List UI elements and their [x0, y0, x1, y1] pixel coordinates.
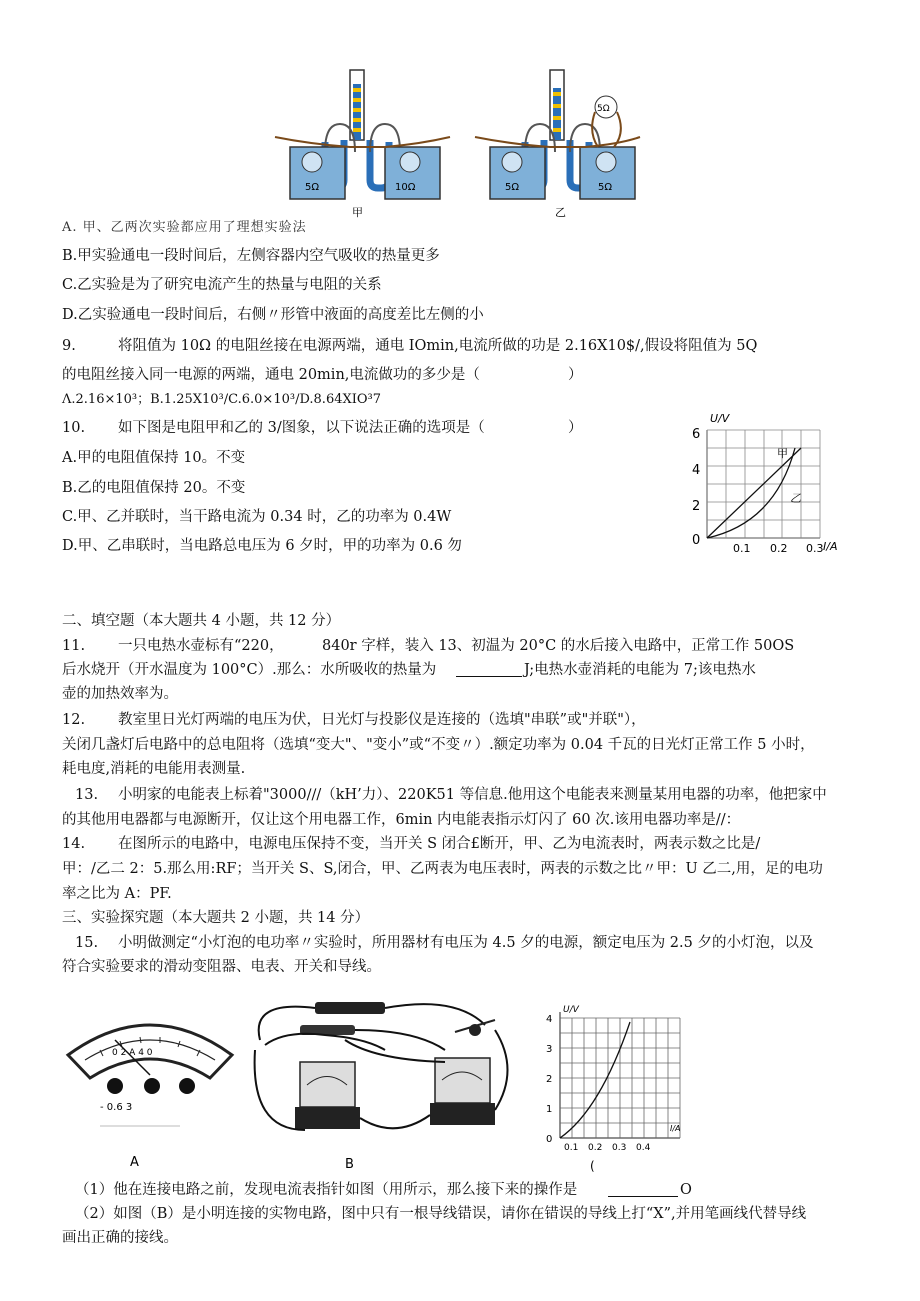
q8-option-c: C.乙实验是为了研究电流产生的热量与电阻的关系 [62, 277, 382, 293]
q11-line3: 壶的加热效率为。 [62, 686, 178, 702]
jia-left-resistor-label: 5Ω [305, 182, 320, 193]
q9-line1: 将阻值为 10Ω 的电阻丝接在电源两端，通电 IOmin,电流所做的功是 2.16X10$/,假设将阻值为 5Q [118, 338, 758, 354]
q11-answer-blank[interactable] [456, 676, 522, 677]
q11-line1a: 一只电热水壶标有“220， [118, 638, 284, 654]
uv-x-tick: 0.3 [806, 542, 824, 555]
q9-line2: 的电阻丝接入同一电源的两端，通电 20min,电流做功的多少是（ [62, 367, 480, 383]
q10-stem-paren: ） [568, 420, 583, 436]
q14-line1: 在图所示的电路中，电源电压保持不变，当开关 S 闭合£断开，甲、乙为电流表时，两表示数之比是/ [118, 836, 761, 852]
figure-c-y-tick: 0 [546, 1134, 553, 1145]
uv-graph-y-label: U/V [710, 412, 730, 425]
q15-number: 15. [75, 935, 99, 951]
q11-line2a: 后水烧开（开水温度为 100°C）.那么：水所吸收的热量为 [62, 662, 437, 678]
q15-part2-line2: 画出正确的接线。 [62, 1230, 178, 1246]
figure-c-x-label: I/A [670, 1124, 681, 1133]
uv-y-tick: 6 [692, 427, 701, 442]
q10-option-d: D.甲、乙串联时，当电路总电压为 6 夕时，甲的功率为 0.6 勿 [62, 538, 462, 554]
uv-graph-x-label: I/A [823, 540, 838, 553]
q10-option-a: A.甲的电阻值保持 10。不变 [62, 450, 246, 466]
uv-y-tick: 2 [692, 499, 701, 514]
q10-number: 10. [62, 420, 86, 436]
q10-option-c: C.甲、乙并联时，当干路电流为 0.34 时，乙的功率为 0.4W [62, 509, 452, 525]
figure-c-x-tick: 0.1 [564, 1143, 579, 1153]
uv-x-tick: 0.2 [770, 542, 788, 555]
q9-number: 9. [62, 338, 76, 354]
q13-line2: 的其他用电器都与电源断开，仅让这个用电器工作，6min 内电能表指示灯闪了 60 次.该用电器功率是//： [62, 812, 741, 828]
q14-number: 14. [62, 836, 86, 852]
q12-number: 12. [62, 712, 86, 728]
q13-line1: 小明家的电能表上标着"3000∕∕/（kH’力）、220K51 等信息.他用这个电能表来测量某用电器的功率，他把家中 [118, 787, 827, 803]
q15-part1: （1）他在连接电路之前，发现电流表指针如图（用所示，那么接下来的操作是 [75, 1182, 578, 1198]
q9-choices: Λ.2.16×10³；B.1.25X10³/C.6.0×10³/D.8.64XIO³7 [62, 392, 382, 407]
figure-c-y-tick: 2 [546, 1074, 553, 1085]
q14-line2: 甲：/乙二 2：5.那么用:RF；当开关 S、S,闭合，甲、乙两表为电压表时，两表的示数之比〃甲：U 乙二,用，足的电功 [62, 861, 823, 877]
q15-line2: 符合实验要求的滑动变阻器、电表、开关和导线。 [62, 959, 381, 975]
uv-graph [680, 408, 860, 558]
figure-c-y-tick: 4 [546, 1014, 553, 1025]
q11-number: 11. [62, 638, 86, 654]
figure-c-graph [530, 1000, 700, 1172]
figure-c-curve [560, 1022, 630, 1138]
q11-line1b: 840r 字样，装入 13、初温为 20°C 的水后接入电路中，正常工作 50OS [322, 638, 795, 654]
apparatus-yi [475, 70, 640, 219]
figure-a-ammeter [60, 1000, 240, 1170]
curve-jia-label: 甲 [777, 447, 788, 460]
q12-line3: 耗电度,消耗的电能用表测量. [62, 761, 246, 777]
ammeter-scale: 0 2 A 4 0 [112, 1048, 153, 1058]
figure-b-label: B [345, 1157, 354, 1170]
q8-option-d: D.乙实验通电一段时间后，右侧〃形管中液面的高度差比左侧的小 [62, 307, 484, 323]
section3-title: 三、实验探究题（本大题共 2 小题，共 14 分） [62, 910, 370, 926]
q10-stem: 如下图是电阻甲和乙的 3/图象，以下说法正确的选项是（ [118, 420, 485, 436]
ammeter-terminals: - 0.6 3 [100, 1102, 133, 1113]
figure-c-x-tick: 0.2 [588, 1143, 603, 1153]
figure-c-label: ( [590, 1159, 595, 1172]
uv-x-tick: 0.1 [733, 542, 751, 555]
q9-line2-paren: ） [568, 367, 583, 383]
q14-line3: 率之比为 A：PF. [62, 886, 172, 902]
q12-line1: 教室里日光灯两端的电压为伏，日光灯与投影仪是连接的（选填"串联”或"并联"）， [118, 712, 646, 728]
figure-c-y-tick: 1 [546, 1104, 553, 1115]
figure-c-x-tick: 0.4 [636, 1143, 651, 1153]
jia-right-resistor-label: 10Ω [395, 182, 416, 193]
figure-c-y-label: U/V [563, 1005, 579, 1015]
q13-number: 13. [75, 787, 99, 803]
yi-right-resistor-label: 5Ω [598, 182, 613, 193]
q8-option-a: A. 甲、乙两次实验都应用了理想实验法 [62, 220, 307, 235]
figure-b-circuit [245, 990, 525, 1170]
q12-line2: 关闭几盏灯后电路中的总电阻将（选填“变大"、"变小”或“不变〃）.额定功率为 0.04 千瓦的日光灯正常工作 5 小时， [62, 737, 815, 753]
curve-yi-label: 乙 [790, 492, 801, 505]
q15-part1-answer-blank[interactable] [608, 1196, 678, 1197]
joule-heat-apparatus-figure [270, 62, 650, 222]
figure-c-x-tick: 0.3 [612, 1143, 627, 1153]
apparatus-jia [275, 70, 450, 219]
figure-c-y-tick: 3 [546, 1044, 553, 1055]
q15-line1: 小明做测定“小灯泡的电功率〃实验时，所用器材有电压为 4.5 夕的电源，额定电压为 2.5 夕的小灯泡，以及 [118, 935, 814, 951]
yi-left-resistor-label: 5Ω [505, 182, 520, 193]
yi-top-resistor-label: 5Ω [597, 104, 610, 114]
uv-y-tick: 0 [692, 533, 701, 548]
yi-figure-label: 乙 [555, 206, 566, 219]
jia-figure-label: 甲 [352, 206, 363, 219]
q15-part1-end: O [680, 1182, 692, 1198]
q11-line2b: J;电热水壶消耗的电能为 7;该电热水 [524, 662, 756, 678]
q15-part2-line1: （2）如图（B）是小明连接的实物电路，图中只有一根导线错误，请你在错误的导线上打“X”,并用笔画线代替导线 [75, 1206, 807, 1222]
q8-option-b: B.甲实验通电一段时间后，左侧容器内空气吸收的热量更多 [62, 248, 440, 264]
curve-jia-line [707, 448, 801, 538]
q10-option-b: B.乙的电阻值保持 20。不变 [62, 480, 246, 496]
figure-a-label: A [130, 1155, 139, 1170]
section2-title: 二、填空题（本大题共 4 小题，共 12 分） [62, 613, 341, 629]
uv-y-tick: 4 [692, 463, 701, 478]
